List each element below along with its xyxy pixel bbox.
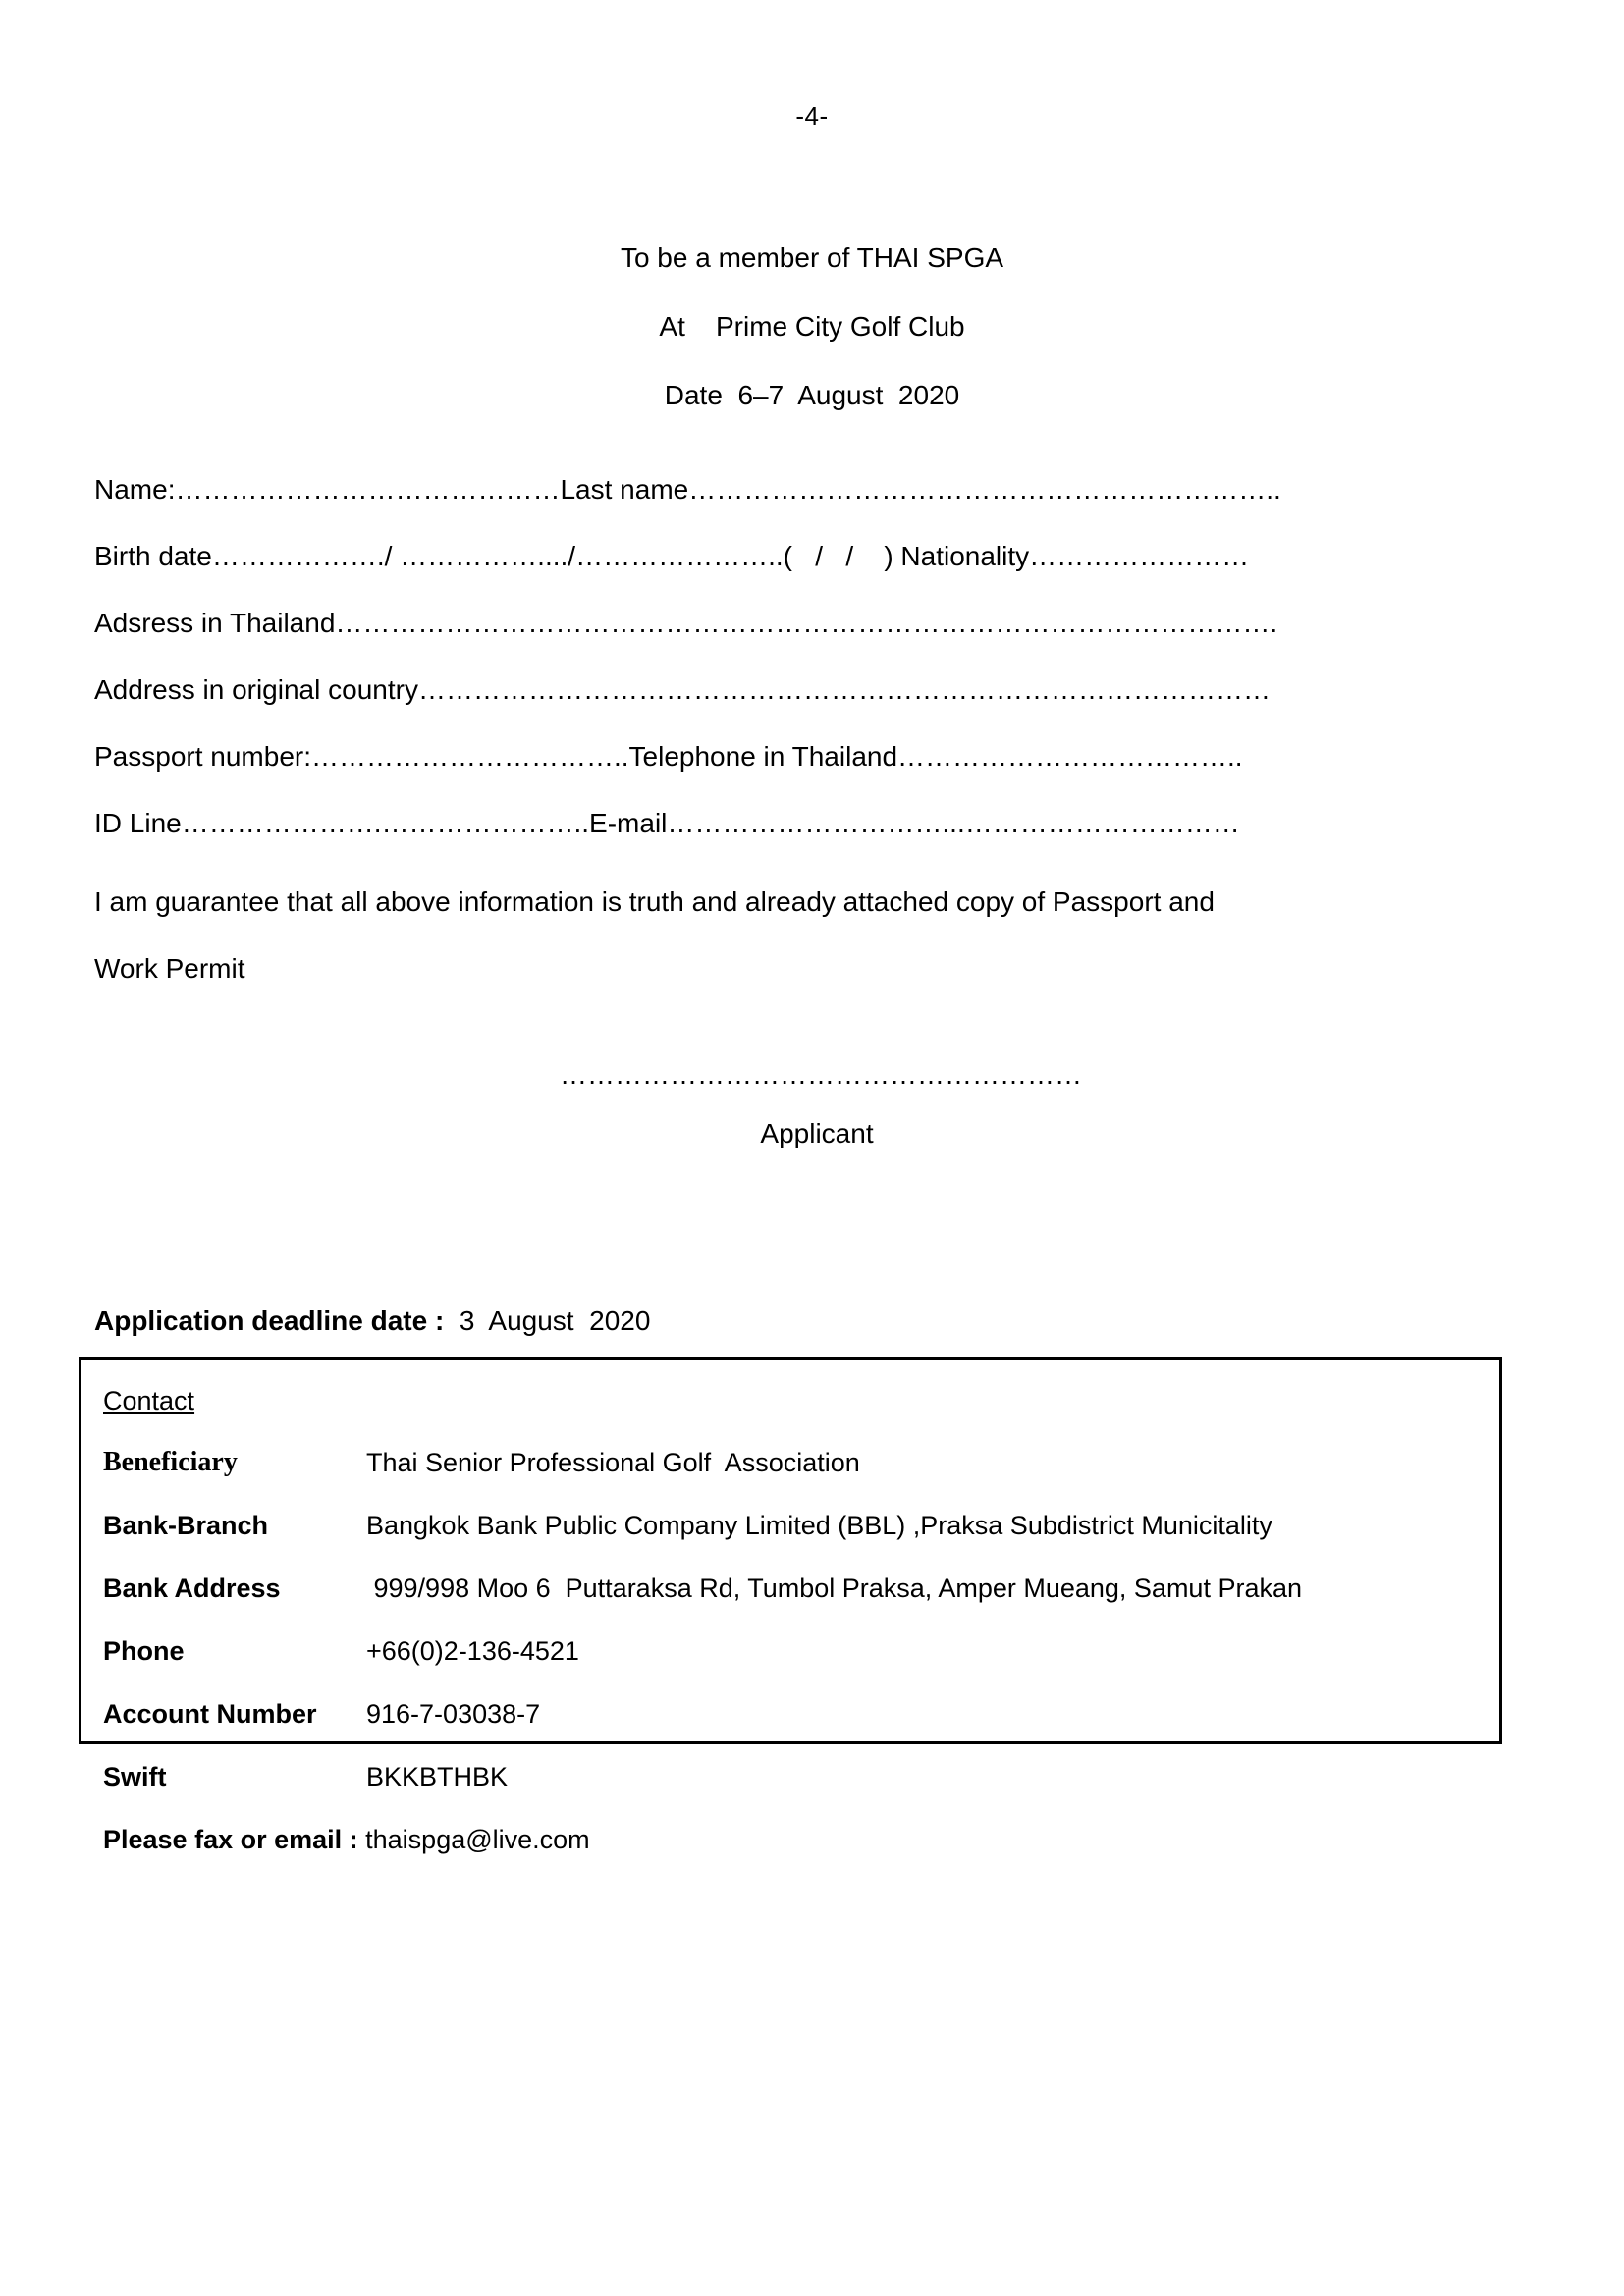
contact-value-beneficiary: Thai Senior Professional Golf Association (366, 1448, 860, 1477)
contact-row-phone (103, 1620, 1499, 1682)
contact-value-bank-branch: Bangkok Bank Public Company Limited (BBL) ,Praksa Subdistrict Municitality (366, 1511, 1272, 1540)
application-deadline-value: 3 August 2020 (444, 1306, 651, 1336)
contact-box-title: Contact (103, 1386, 195, 1415)
contact-value-phone: +66(0)2-136-4521 (366, 1636, 579, 1666)
form-field-address-thailand[interactable]: Adsress in Thailand…………………………………………………………………………………………. (94, 608, 1278, 638)
contact-row-account-number (103, 1682, 1499, 1745)
heading-block (0, 224, 1624, 430)
contact-label-bank-branch: Bank-Branch (103, 1511, 269, 1540)
form-field-id-line-email[interactable]: ID Line………………….…………………..E-mail…………………………...………………………… (94, 808, 1240, 838)
contact-rows (103, 1431, 1499, 1871)
contact-value-account-number: 916-7-03038-7 (366, 1699, 541, 1729)
contact-fax-email-label: Please fax or email : (103, 1825, 358, 1854)
form-field-passport-number[interactable]: Passport number:……………………………..Telephone in Thailand……………………………….. (94, 741, 1243, 772)
heading-line-venue: At Prime City Golf Club (659, 311, 965, 342)
contact-row-beneficiary (103, 1431, 1499, 1494)
contact-fax-email-value[interactable]: thaispga@live.com (357, 1825, 590, 1854)
signature-label-applicant: Applicant (760, 1118, 874, 1148)
guarantee-statement-line-2: Work Permit (94, 953, 245, 984)
signature-block (0, 1045, 1624, 1163)
contact-label-beneficiary: Beneficiary (103, 1447, 238, 1477)
contact-label-swift: Swift (103, 1762, 167, 1791)
contact-value-swift: BKKBTHBK (366, 1762, 509, 1791)
signature-line[interactable]: ………………………………………………… (560, 1059, 1082, 1090)
application-deadline-label: Application deadline date : (94, 1306, 445, 1336)
contact-row-bank-address (103, 1557, 1499, 1620)
form-field-name[interactable]: Name:……………………………………Last name……………………………………………………….. (94, 474, 1281, 505)
heading-line-title: To be a member of THAI SPGA (620, 242, 1004, 273)
contact-row-bank-branch (103, 1494, 1499, 1557)
contact-label-bank-address: Bank Address (103, 1574, 281, 1603)
guarantee-statement-line-1: I am guarantee that all above information is truth and already attached copy of Passport and (94, 886, 1215, 917)
contact-row-swift (103, 1745, 1499, 1808)
application-deadline (94, 1306, 650, 1337)
form-field-address-original-country[interactable]: Address in original country………………………………………………………………………………… (94, 674, 1271, 705)
guarantee-statement (94, 869, 1449, 1002)
contact-value-bank-address: 999/998 Moo 6 Puttaraksa Rd, Tumbol Praksa, Amper Mueang, Samut Prakan (366, 1574, 1303, 1603)
page-number: -4- (795, 101, 829, 131)
contact-label-phone: Phone (103, 1636, 185, 1666)
form-fields (94, 456, 1498, 857)
contact-label-account-number: Account Number (103, 1699, 317, 1729)
heading-line-date: Date 6–7 August 2020 (664, 380, 960, 410)
contact-box (79, 1357, 1502, 1854)
form-field-birth-date[interactable]: Birth date………………./ ……………..../…………………..( / / ) Nationality…………………… (94, 541, 1250, 571)
contact-fax-email-note (103, 1808, 1499, 1871)
